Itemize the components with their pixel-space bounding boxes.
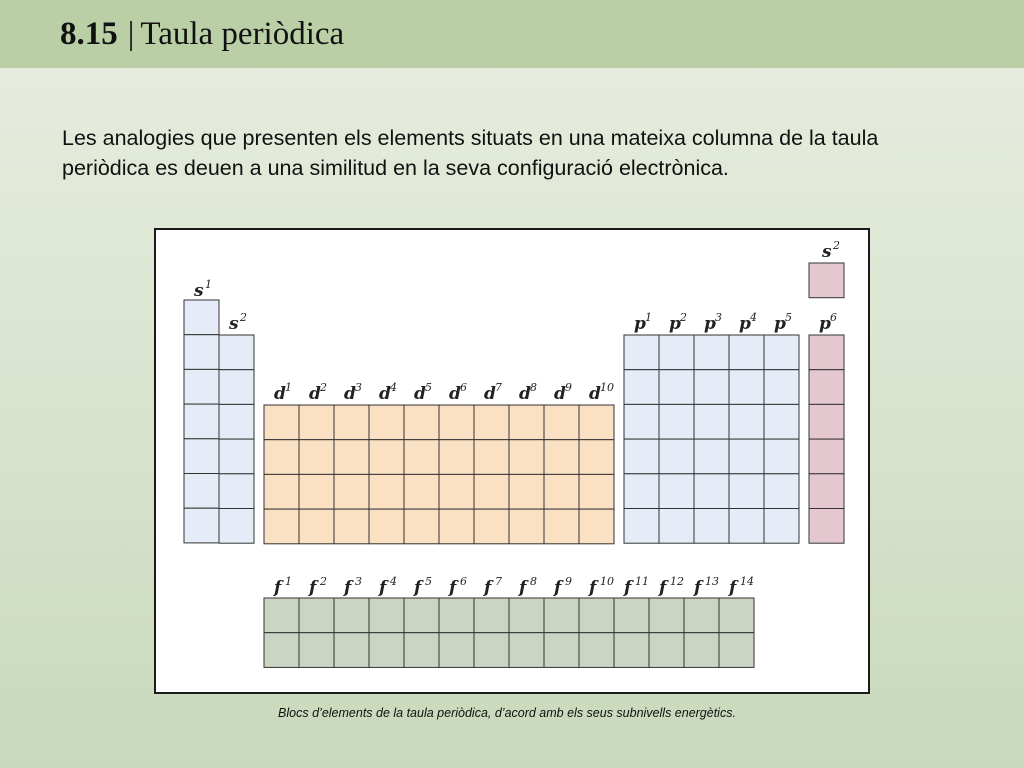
p6-block-cell [809,439,844,474]
p-block-cell [764,439,799,474]
f-block-cell [439,633,474,668]
periodic-table-diagram [156,230,868,692]
d-block-cell [404,509,439,544]
d-block-cell [404,405,439,440]
p-label-sup: 1 [645,311,652,324]
d-label-sup: 3 [355,381,362,394]
d-block-cell [474,405,509,440]
f-label-sup: 4 [390,575,397,588]
p-block-cell [624,474,659,509]
slide-number: 8.15 [60,16,118,52]
f-block-cell [509,598,544,633]
p6-label-sup: 6 [830,311,837,324]
d-block-cell [334,509,369,544]
p-block-cell [729,474,764,509]
d-block-cell [509,405,544,440]
d-label: d [414,384,426,404]
d-label-sup: 10 [600,381,614,394]
s1-block-cell [184,369,219,404]
d-label-sup: 2 [320,381,327,394]
p-block-cell [694,335,729,370]
d-block-cell [334,405,369,440]
f-label: f [589,578,597,598]
s1-block-cell [184,404,219,439]
d-label: d [484,384,496,404]
p-label: p [704,314,716,334]
p-block-cell [624,370,659,405]
d-label: d [344,384,356,404]
f-block-cell [509,633,544,668]
p6-label: p [819,314,831,334]
f-block-cell [404,633,439,668]
d-label-sup: 4 [390,381,397,394]
f-block-cell [719,598,754,633]
f-block-cell [334,633,369,668]
d-block-cell [299,474,334,509]
f-block-cell [299,633,334,668]
f-block-cell [334,598,369,633]
f-block-cell [369,633,404,668]
p-block-cell [659,474,694,509]
helium-s2-label: s [822,242,832,262]
slide-title-text: Taula periòdica [140,16,345,52]
f-label-sup: 7 [495,575,502,588]
f-block-cell [264,598,299,633]
d-label-sup: 7 [495,381,502,394]
f-label: f [729,578,737,598]
s2-block-cell [219,370,254,405]
f-label: f [484,578,492,598]
f-label: f [379,578,387,598]
p-label: p [669,314,681,334]
f-block-cell [614,598,649,633]
p-label: p [774,314,786,334]
s1-block-cell [184,474,219,509]
s2-block-cell [219,474,254,509]
f-label: f [449,578,457,598]
p6-block-cell [809,370,844,405]
d-block-cell [334,440,369,475]
p-label-sup: 4 [750,311,757,324]
p-label: p [739,314,751,334]
d-block-cell [509,474,544,509]
f-label: f [414,578,422,598]
p-block-cell [764,370,799,405]
d-block-cell [264,440,299,475]
p-block-cell [624,509,659,544]
s2-label: s [229,314,239,334]
f-label-sup: 13 [705,575,719,588]
p-block-cell [764,404,799,439]
d-block-cell [369,440,404,475]
f-label-sup: 6 [460,575,467,588]
helium-block-cell [809,263,844,298]
p-label: p [634,314,646,334]
p-block-cell [659,439,694,474]
s2-block-cell [219,404,254,439]
figure-caption: Blocs d’elements de la taula periòdica, d’acord amb els seus subnivells energètics. [278,706,736,720]
s2-block-cell [219,439,254,474]
p-block-cell [729,404,764,439]
d-block-cell [264,509,299,544]
d-block-cell [579,405,614,440]
f-block-cell [544,633,579,668]
f-label: f [624,578,632,598]
d-label-sup: 9 [565,381,572,394]
f-block-cell [299,598,334,633]
f-block-cell [474,598,509,633]
d-label: d [274,384,286,404]
d-block-cell [439,405,474,440]
periodic-table-blocks-figure [154,228,870,694]
s1-block-cell [184,335,219,370]
d-block-cell [509,440,544,475]
f-label-sup: 5 [425,575,432,588]
d-block-cell [509,509,544,544]
f-block-cell [264,633,299,668]
f-block-cell [579,598,614,633]
f-block-cell [404,598,439,633]
p-block-cell [659,404,694,439]
f-label: f [694,578,702,598]
d-label: d [379,384,391,404]
f-block-cell [719,633,754,668]
slide-title [60,14,344,54]
helium-s2-label-sup: 2 [833,239,840,252]
s2-block-cell [219,509,254,544]
f-block-cell [474,633,509,668]
d-label: d [449,384,461,404]
p-block-cell [729,509,764,544]
f-label-sup: 11 [635,575,649,588]
p6-block-cell [809,335,844,370]
p6-block-cell [809,404,844,439]
d-block-cell [264,405,299,440]
p-block-cell [694,370,729,405]
f-block-cell [369,598,404,633]
s1-block-cell [184,508,219,543]
d-block-cell [579,440,614,475]
f-label: f [309,578,317,598]
d-block-cell [439,440,474,475]
f-label: f [274,578,282,598]
d-block-cell [404,474,439,509]
d-label-sup: 5 [425,381,432,394]
p-block-cell [659,370,694,405]
s2-block-cell [219,335,254,370]
d-label-sup: 6 [460,381,467,394]
f-label: f [554,578,562,598]
f-label: f [344,578,352,598]
f-label: f [659,578,667,598]
p-block-cell [694,474,729,509]
d-label: d [554,384,566,404]
p6-block-cell [809,509,844,544]
f-label-sup: 14 [740,575,754,588]
d-block-cell [369,474,404,509]
p-block-cell [764,474,799,509]
s2-label-sup: 2 [240,311,247,324]
p-block-cell [764,509,799,544]
p-block-cell [659,335,694,370]
f-label-sup: 3 [355,575,362,588]
d-block-cell [474,509,509,544]
f-label-sup: 9 [565,575,572,588]
s1-label-sup: 1 [205,278,212,291]
d-label: d [589,384,601,404]
f-block-cell [614,633,649,668]
s1-block-cell [184,439,219,474]
p6-block-cell [809,474,844,509]
d-block-cell [369,509,404,544]
d-label: d [519,384,531,404]
p-block-cell [624,439,659,474]
f-block-cell [649,633,684,668]
f-block-cell [684,598,719,633]
d-label-sup: 8 [530,381,537,394]
p-block-cell [659,509,694,544]
p-block-cell [729,335,764,370]
d-block-cell [369,405,404,440]
d-block-cell [579,474,614,509]
d-block-cell [334,474,369,509]
f-block-cell [579,633,614,668]
f-block-cell [439,598,474,633]
d-block-cell [579,509,614,544]
p-block-cell [764,335,799,370]
f-block-cell [649,598,684,633]
p-block-cell [729,370,764,405]
d-block-cell [264,474,299,509]
p-block-cell [694,509,729,544]
f-label: f [519,578,527,598]
s1-label: s [194,281,204,301]
d-block-cell [544,509,579,544]
s1-block-cell [184,300,219,335]
intro-text: Les analogies que presenten els elements situats en una mateixa columna de la taula periòdica es deuen a una similitud en la seva configuració electrònica. [62,126,879,180]
d-block-cell [544,474,579,509]
d-block-cell [544,440,579,475]
d-block-cell [474,474,509,509]
f-label-sup: 2 [320,575,327,588]
p-label-sup: 5 [785,311,792,324]
d-block-cell [439,474,474,509]
f-block-cell [544,598,579,633]
d-label-sup: 1 [285,381,292,394]
title-separator: | [127,16,135,52]
d-block-cell [299,440,334,475]
p-block-cell [694,439,729,474]
f-label-sup: 10 [600,575,614,588]
f-label-sup: 8 [530,575,537,588]
d-block-cell [299,509,334,544]
p-block-cell [729,439,764,474]
f-label-sup: 1 [285,575,292,588]
d-block-cell [299,405,334,440]
p-label-sup: 2 [680,311,687,324]
p-label-sup: 3 [715,311,722,324]
p-block-cell [624,404,659,439]
d-block-cell [404,440,439,475]
f-block-cell [684,633,719,668]
d-block-cell [439,509,474,544]
d-label: d [309,384,321,404]
f-label-sup: 12 [670,575,684,588]
p-block-cell [624,335,659,370]
p-block-cell [694,404,729,439]
d-block-cell [544,405,579,440]
d-block-cell [474,440,509,475]
